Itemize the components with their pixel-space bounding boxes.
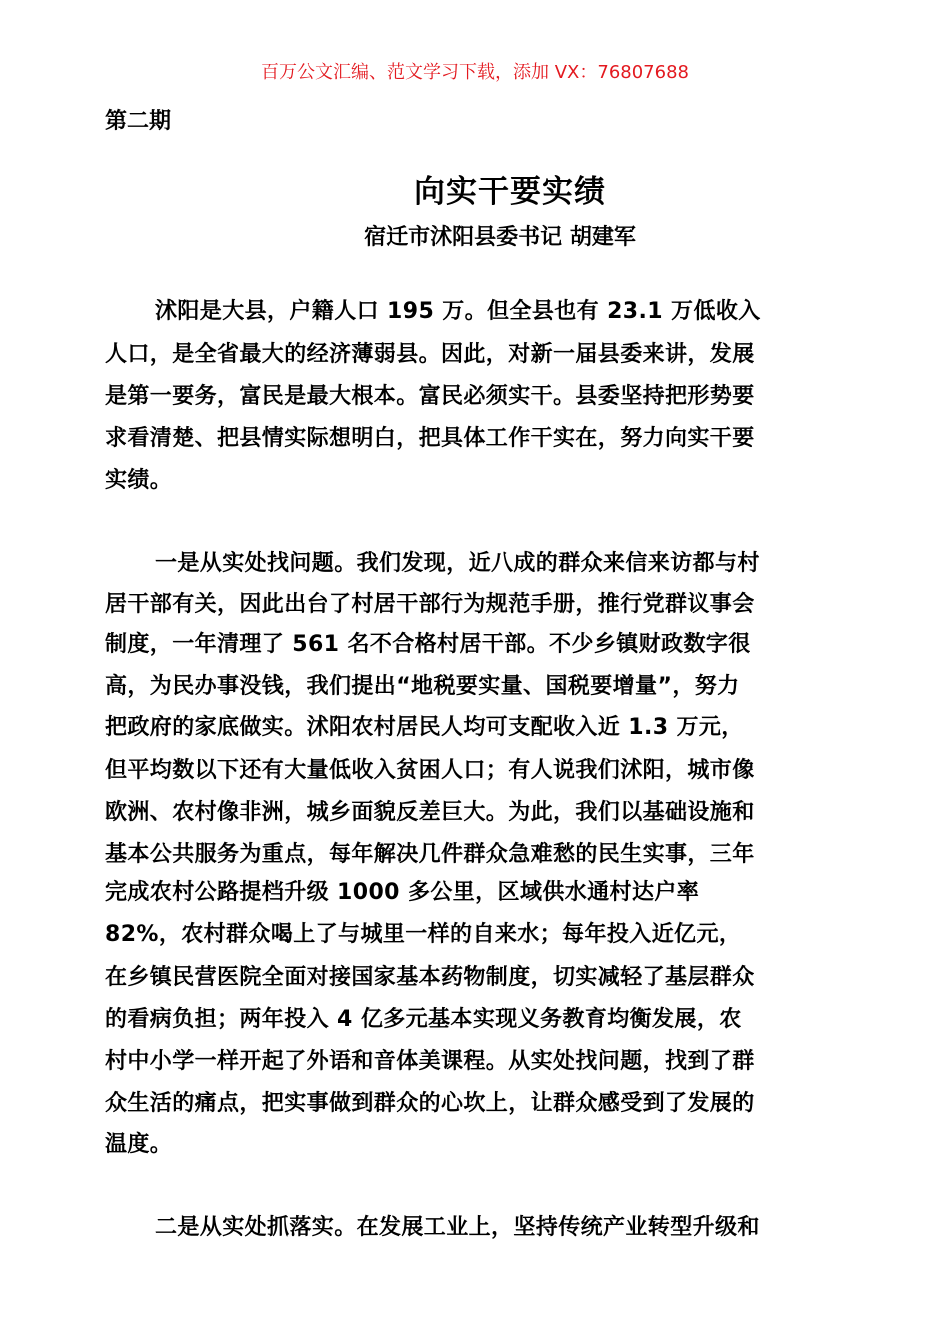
article-title: 向实干要实绩: [414, 174, 606, 210]
watermark-banner: 百万公文汇编、范文学习下载，添加 VX：76807688: [261, 62, 689, 83]
text-line: 众生活的痛点，把实事做到群众的心坎上，让群众感受到了发展的: [105, 1091, 755, 1116]
text-line: 在乡镇民营医院全面对接国家基本药物制度，切实减轻了基层群众: [105, 965, 755, 990]
text-line: 人口，是全省最大的经济薄弱县。因此，对新一届县委来讲，发展: [105, 342, 755, 367]
text-line: 把政府的家底做实。沭阳农村居民人均可支配收入近 1.3 万元，: [105, 715, 744, 740]
text-line: 温度。: [105, 1132, 173, 1157]
text-line: 高，为民办事没钱，我们提出“地税要实量、国税要增量”，努力: [105, 674, 740, 699]
issue-label: 第二期: [105, 109, 172, 134]
article-byline: 宿迁市沭阳县委书记 胡建军: [364, 225, 636, 250]
text-line: 但平均数以下还有大量低收入贫困人口；有人说我们沭阳，城市像: [105, 758, 755, 783]
text-line: 居干部有关，因此出台了村居干部行为规范手册，推行党群议事会: [105, 592, 755, 617]
text-line: 一是从实处找问题。我们发现，近八成的群众来信来访都与村: [155, 551, 760, 576]
text-line: 村中小学一样开起了外语和音体美课程。从实处找问题，找到了群: [105, 1049, 755, 1074]
text-line: 制度，一年清理了 561 名不合格村居干部。不少乡镇财政数字很: [105, 632, 751, 657]
text-line: 基本公共服务为重点，每年解决几件群众急难愁的民生实事，三年: [105, 842, 755, 867]
text-line: 欧洲、农村像非洲，城乡面貌反差巨大。为此，我们以基础设施和: [105, 800, 755, 825]
text-line: 二是从实处抓落实。在发展工业上，坚持传统产业转型升级和: [155, 1215, 760, 1240]
text-line: 是第一要务，富民是最大根本。富民必须实干。县委坚持把形势要: [105, 384, 755, 409]
text-line: 的看病负担；两年投入 4 亿多元基本实现义务教育均衡发展，农: [105, 1007, 742, 1032]
text-line: 完成农村公路提档升级 1000 多公里，区域供水通村达户率: [105, 880, 700, 905]
text-line: 实绩。: [105, 468, 173, 493]
text-line: 求看清楚、把县情实际想明白，把具体工作干实在，努力向实干要: [105, 426, 755, 451]
text-line: 沭阳是大县，户籍人口 195 万。但全县也有 23.1 万低收入: [155, 299, 761, 324]
text-line: 82%，农村群众喝上了与城里一样的自来水；每年投入近亿元，: [105, 922, 742, 947]
